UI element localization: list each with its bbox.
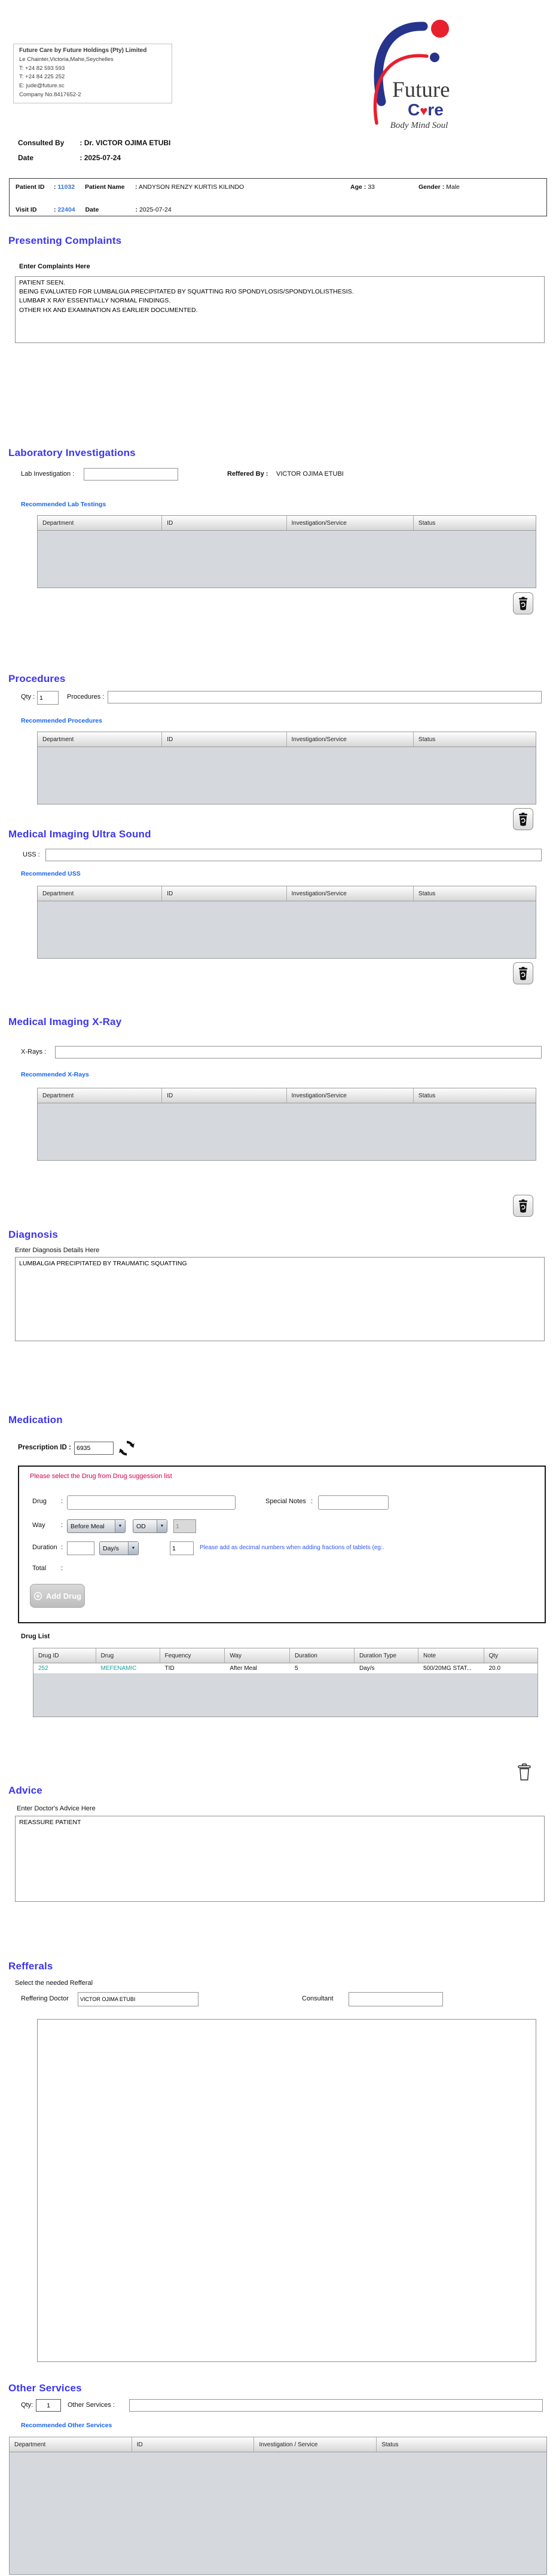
section-title-laboratory: Laboratory Investigations xyxy=(8,447,136,458)
patient-row-1 xyxy=(10,179,546,201)
company-email: E: jude@future.sc xyxy=(19,82,65,90)
recommended-other-services-link[interactable]: Recommended Other Services xyxy=(21,2422,112,2429)
consultant-label: Consultant xyxy=(302,1995,334,2002)
visit-id-label: Visit ID xyxy=(16,206,37,213)
patient-name-value: ANDYSON RENZY KURTIS KILINDO xyxy=(138,183,245,191)
drug-input[interactable] xyxy=(67,1495,236,1510)
separator: : xyxy=(61,1498,63,1505)
separator: : xyxy=(54,206,56,213)
lab-table-header xyxy=(37,515,536,531)
xray-label: X-Rays : xyxy=(21,1048,47,1056)
duration-input[interactable] xyxy=(67,1541,94,1555)
add-drug-label: Add Drug xyxy=(45,1591,82,1601)
company-phone-1: T: +24 82 593 593 xyxy=(19,65,65,72)
diagnosis-sublabel: Enter Diagnosis Details Here xyxy=(15,1247,100,1254)
other-services-qty-input[interactable] xyxy=(36,2399,61,2412)
frequency-select[interactable] xyxy=(133,1519,167,1533)
tablet-fraction-note: Please add as decimal numbers when adding fractions of tablets (eg:. xyxy=(200,1544,384,1551)
col-drug-id: Drug ID xyxy=(33,1648,96,1663)
col-way: Way xyxy=(225,1648,290,1663)
patient-row-2 xyxy=(10,201,546,224)
consult-date-label: Date xyxy=(18,154,34,162)
way-label: Way xyxy=(32,1522,45,1529)
total-label: Total xyxy=(32,1565,47,1572)
drug-row-mefenamic[interactable] xyxy=(33,1663,537,1674)
lab-table-body xyxy=(37,531,536,588)
visit-date-value: 2025-07-24 xyxy=(139,206,172,213)
drug-list-label: Drug List xyxy=(21,1633,50,1640)
procedures-table-body xyxy=(37,747,536,804)
section-title-presenting-complaints: Presenting Complaints xyxy=(8,235,122,246)
cell-duration: 5 xyxy=(295,1665,298,1672)
col-qty: Qty xyxy=(488,1653,499,1659)
advice-sublabel: Enter Doctor's Advice Here xyxy=(17,1805,96,1812)
lab-referred-by-value: VICTOR OJIMA ETUBI xyxy=(276,470,344,478)
patient-id-value: 11032 xyxy=(57,183,75,191)
logo-red-dot xyxy=(431,20,449,38)
consultation-meta xyxy=(18,139,170,169)
advice-textarea[interactable] xyxy=(15,1816,545,1902)
frequency-select-value: OD xyxy=(136,1522,146,1530)
separator: : xyxy=(311,1498,313,1505)
medication-entry-box xyxy=(18,1466,546,1623)
other-services-table-header xyxy=(9,2437,547,2452)
drug-list-header xyxy=(33,1648,538,1663)
lab-investigation-input[interactable] xyxy=(84,468,178,481)
trash-icon xyxy=(517,812,529,827)
xray-table-header xyxy=(37,1088,536,1103)
recommended-procedures-link[interactable]: Recommended Procedures xyxy=(21,717,102,724)
separator: : xyxy=(61,1544,63,1551)
col-investigation: Investigation/Service xyxy=(287,516,414,530)
cell-way: After Meal xyxy=(230,1665,257,1672)
patient-name-label: Patient Name xyxy=(84,183,125,191)
complaints-textarea[interactable] xyxy=(15,276,545,343)
duration-unit-select[interactable] xyxy=(99,1541,139,1555)
complaints-sublabel: Enter Complaints Here xyxy=(19,263,90,270)
separator: : xyxy=(80,154,83,162)
prescription-refresh-button[interactable] xyxy=(118,1439,135,1457)
procedures-qty-label: Qty : xyxy=(21,693,35,700)
section-title-diagnosis: Diagnosis xyxy=(8,1229,59,1240)
company-number: Company No.8417652-2 xyxy=(19,91,81,98)
section-title-xray: Medical Imaging X-Ray xyxy=(8,1016,122,1027)
chevron-down-icon: ▼ xyxy=(115,1520,125,1532)
referrals-sublabel: Select the needed Refferal xyxy=(15,1980,93,1987)
separator: : xyxy=(363,183,366,191)
col-investigation: Investigation/Service xyxy=(287,732,414,747)
section-title-advice: Advice xyxy=(8,1785,42,1796)
col-id: ID xyxy=(162,516,286,530)
logo-tagline: Body Mind Soul xyxy=(390,121,448,130)
way-select-value: Before Meal xyxy=(71,1522,105,1530)
section-title-other-services: Other Services xyxy=(8,2382,82,2394)
plus-circle-icon xyxy=(33,1592,42,1601)
way-select[interactable] xyxy=(67,1519,126,1533)
company-name: Future Care by Future Holdings (Pty) Limited xyxy=(19,47,147,54)
chevron-down-icon: ▼ xyxy=(128,1542,138,1555)
age-label: Age xyxy=(350,183,362,191)
consulted-by-label: Consulted By xyxy=(18,139,65,147)
cell-note: 500/20MG STAT... xyxy=(423,1665,472,1672)
duration-unit-value: Day/s xyxy=(103,1544,119,1552)
col-status: Status xyxy=(418,1093,436,1099)
trash-icon xyxy=(517,596,529,611)
uss-table-body xyxy=(37,901,536,959)
col-department: Department xyxy=(38,732,162,747)
cell-duration-type: Day/s xyxy=(359,1665,375,1672)
separator: : xyxy=(61,1565,63,1572)
procedures-qty-input[interactable] xyxy=(37,691,59,705)
xray-table-body xyxy=(37,1103,536,1161)
logo-icon xyxy=(356,6,482,131)
uss-delete-button[interactable] xyxy=(513,962,533,984)
referring-doctor-input[interactable] xyxy=(78,1992,198,2006)
consult-date-value: 2025-07-24 xyxy=(84,154,121,162)
cell-drug: MEFENAMIC xyxy=(100,1665,137,1672)
col-department: Department xyxy=(38,886,162,901)
col-department: Department xyxy=(38,1088,162,1103)
uss-table xyxy=(37,886,536,959)
procedures-table xyxy=(37,732,536,804)
col-department: Department xyxy=(38,516,162,530)
prescription-id-label: Prescription ID : xyxy=(18,1444,71,1451)
age-value: 33 xyxy=(368,183,375,191)
col-id: ID xyxy=(162,1088,286,1103)
diagnosis-textarea[interactable] xyxy=(15,1257,545,1341)
company-phone-2: T: +24 84 225 252 xyxy=(19,74,65,81)
uss-label: USS : xyxy=(23,851,40,858)
col-duration: Duration xyxy=(290,1648,355,1663)
other-services-table xyxy=(9,2437,547,2575)
trash-outline-icon xyxy=(517,1763,531,1781)
col-duration-type: Duration Type xyxy=(355,1648,418,1663)
procedures-table-header xyxy=(37,732,536,747)
separator: : xyxy=(135,183,138,191)
separator: : xyxy=(442,183,445,191)
company-address: Le Chainter,Victoria,Mahe,Seychelles xyxy=(19,56,114,63)
gender-group xyxy=(418,183,460,191)
separator: : xyxy=(80,139,83,147)
chevron-down-icon: ▼ xyxy=(157,1520,167,1532)
section-title-procedures: Procedures xyxy=(8,673,66,684)
cell-qty: 20.0 xyxy=(488,1665,501,1672)
cell-frequency: TID xyxy=(164,1665,175,1672)
uss-table-header xyxy=(37,886,536,901)
separator: : xyxy=(135,206,138,213)
prescription-id-input[interactable] xyxy=(74,1442,114,1455)
logo-word-future: Future xyxy=(392,78,450,102)
other-services-table-body xyxy=(9,2452,547,2575)
separator: : xyxy=(54,183,56,191)
recommended-lab-testings-link[interactable]: Recommended Lab Testings xyxy=(21,501,106,508)
col-investigation: Investigation/Service xyxy=(287,886,414,901)
drug-list-table xyxy=(33,1648,538,1717)
way-qty-input xyxy=(173,1519,196,1533)
recommended-uss-link[interactable]: Recommended USS xyxy=(21,870,81,877)
company-info-box xyxy=(13,44,172,103)
visit-id-value: 22404 xyxy=(57,206,75,213)
xray-table xyxy=(37,1088,536,1161)
gender-value: Male xyxy=(446,183,460,191)
separator: : xyxy=(61,1522,63,1529)
col-frequency: Fequency xyxy=(160,1648,225,1663)
section-title-medication: Medication xyxy=(8,1414,63,1425)
procedures-input[interactable] xyxy=(108,691,542,703)
refresh-icon xyxy=(118,1439,135,1457)
future-care-logo xyxy=(356,6,482,134)
special-notes-input[interactable] xyxy=(318,1495,389,1510)
cell-drug-id: 252 xyxy=(38,1665,48,1672)
other-services-input[interactable] xyxy=(129,2399,543,2412)
visit-date-label: Date xyxy=(85,206,99,213)
col-id: ID xyxy=(162,732,286,747)
drug-list-delete-button[interactable] xyxy=(515,1761,533,1783)
col-status: Status xyxy=(418,520,436,527)
lab-table xyxy=(37,515,536,588)
recommended-xray-link[interactable]: Recommended X-Rays xyxy=(21,1071,89,1078)
col-status: Status xyxy=(418,891,436,897)
referring-doctor-label: Reffering Doctor xyxy=(21,1995,69,2002)
logo-blue-dot xyxy=(430,53,439,62)
patient-id-label: Patient ID xyxy=(16,183,45,191)
section-title-ultrasound: Medical Imaging Ultra Sound xyxy=(8,828,151,840)
drug-label: Drug xyxy=(32,1498,47,1505)
col-note: Note xyxy=(418,1648,484,1663)
col-department: Department xyxy=(10,2437,132,2452)
col-status: Status xyxy=(381,2442,399,2448)
add-drug-button[interactable] xyxy=(30,1584,85,1608)
lab-investigation-label: Lab Investigation : xyxy=(21,470,75,478)
procedures-delete-button[interactable] xyxy=(513,808,533,830)
col-id: ID xyxy=(162,886,286,901)
col-drug: Drug xyxy=(96,1648,160,1663)
trash-icon xyxy=(517,1199,529,1213)
col-id: ID xyxy=(132,2437,255,2452)
duration-label: Duration xyxy=(32,1544,57,1551)
consultant-input[interactable] xyxy=(349,1992,443,2006)
svg-text:C♥re: C♥re xyxy=(408,100,444,119)
xray-delete-button[interactable] xyxy=(513,1195,533,1217)
trash-icon xyxy=(517,966,529,981)
lab-referred-by-label: Reffered By : xyxy=(227,470,268,478)
procedures-label: Procedures : xyxy=(67,693,105,700)
gender-label: Gender xyxy=(418,183,441,191)
other-services-qty-label: Qty: xyxy=(21,2401,33,2409)
drug-list-body xyxy=(33,1663,538,1717)
age-group xyxy=(350,183,375,191)
special-notes-label: Special Notes xyxy=(265,1498,306,1505)
uss-input[interactable] xyxy=(45,849,542,861)
section-title-referrals: Refferals xyxy=(8,1960,53,1972)
lab-delete-button[interactable] xyxy=(513,592,533,614)
referral-listbox[interactable] xyxy=(37,2019,536,2362)
xray-input[interactable] xyxy=(55,1046,542,1058)
drug-suggestion-notice: Please select the Drug from Drug suggession list xyxy=(30,1473,172,1480)
logo-heart-icon: ♥ xyxy=(420,103,428,118)
patient-info-box xyxy=(9,178,547,216)
consulted-by-value: Dr. VICTOR OJIMA ETUBI xyxy=(84,139,171,147)
col-investigation: Investigation / Service xyxy=(254,2437,377,2452)
other-services-label: Other Services : xyxy=(68,2401,115,2409)
tablet-qty-input[interactable] xyxy=(170,1541,194,1555)
col-status: Status xyxy=(418,736,436,743)
col-investigation: Investigation/Service xyxy=(287,1088,414,1103)
